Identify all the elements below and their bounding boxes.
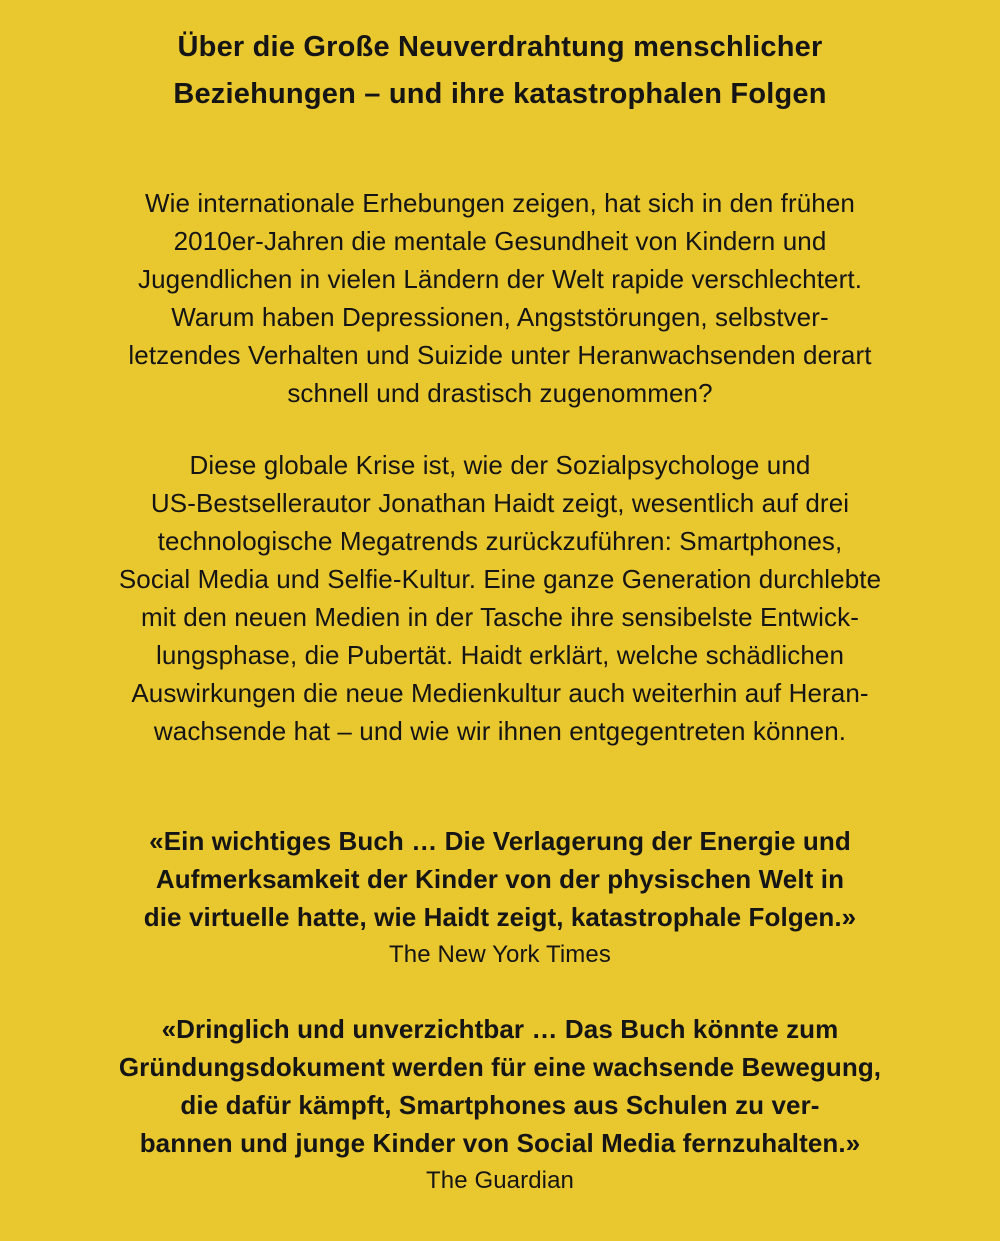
paragraph-line: Warum haben Depressionen, Angststörungen, selbstver- (171, 302, 829, 332)
headline-line: Über die Große Neuverdrahtung menschlicher (177, 31, 823, 63)
body-paragraph-2 (0, 446, 1000, 750)
quote-line: «Ein wichtiges Buch … Die Verlagerung der Energie und (149, 826, 851, 856)
body-paragraph-1 (0, 184, 1000, 412)
paragraph-line: technologische Megatrends zurückzuführen: Smartphones, (157, 526, 843, 556)
headline (0, 24, 1000, 118)
paragraph-line: lungsphase, die Pubertät. Haidt erklärt, welche schädlichen (155, 640, 845, 670)
paragraph-line: Social Media und Selfie-Kultur. Eine ganze Generation durchlebte (118, 564, 882, 594)
paragraph-line: Diese globale Krise ist, wie der Sozialpsychologe und (189, 450, 811, 480)
paragraph-line: mit den neuen Medien in der Tasche ihre sensibelste Entwick- (140, 602, 860, 632)
quote-line: bannen und junge Kinder von Social Media fernzuhalten.» (139, 1128, 861, 1158)
quote-line: «Dringlich und unverzichtbar … Das Buch könnte zum (161, 1014, 839, 1044)
paragraph-line: wachsende hat – und wie wir ihnen entgegentreten können. (153, 716, 847, 746)
paragraph-line: 2010er-Jahren die mentale Gesundheit von Kindern und (173, 226, 827, 256)
paragraph-line: US-Bestsellerautor Jonathan Haidt zeigt, wesentlich auf drei (150, 488, 850, 518)
paragraph-line: Jugendlichen in vielen Ländern der Welt rapide verschlechtert. (137, 264, 863, 294)
quote-attribution: The New York Times (389, 941, 611, 968)
quote-line: Gründungsdokument werden für eine wachsende Bewegung, (118, 1052, 882, 1082)
paragraph-line: schnell und drastisch zugenommen? (287, 378, 713, 408)
quote-line: die dafür kämpft, Smartphones aus Schulen zu ver- (180, 1090, 820, 1120)
press-quote-nyt (0, 822, 1000, 974)
quote-line: die virtuelle hatte, wie Haidt zeigt, katastrophale Folgen.» (143, 902, 857, 932)
headline-line: Beziehungen – und ihre katastrophalen Folgen (173, 78, 827, 110)
paragraph-line: Wie internationale Erhebungen zeigen, hat sich in den frühen (145, 188, 855, 218)
paragraph-line: letzendes Verhalten und Suizide unter Heranwachsenden derart (128, 340, 872, 370)
press-quote-guardian (0, 1010, 1000, 1200)
quote-attribution: The Guardian (426, 1167, 574, 1194)
paragraph-line: Auswirkungen die neue Medienkultur auch weiterhin auf Heran- (131, 678, 869, 708)
quote-line: Aufmerksamkeit der Kinder von der physischen Welt in (155, 864, 845, 894)
